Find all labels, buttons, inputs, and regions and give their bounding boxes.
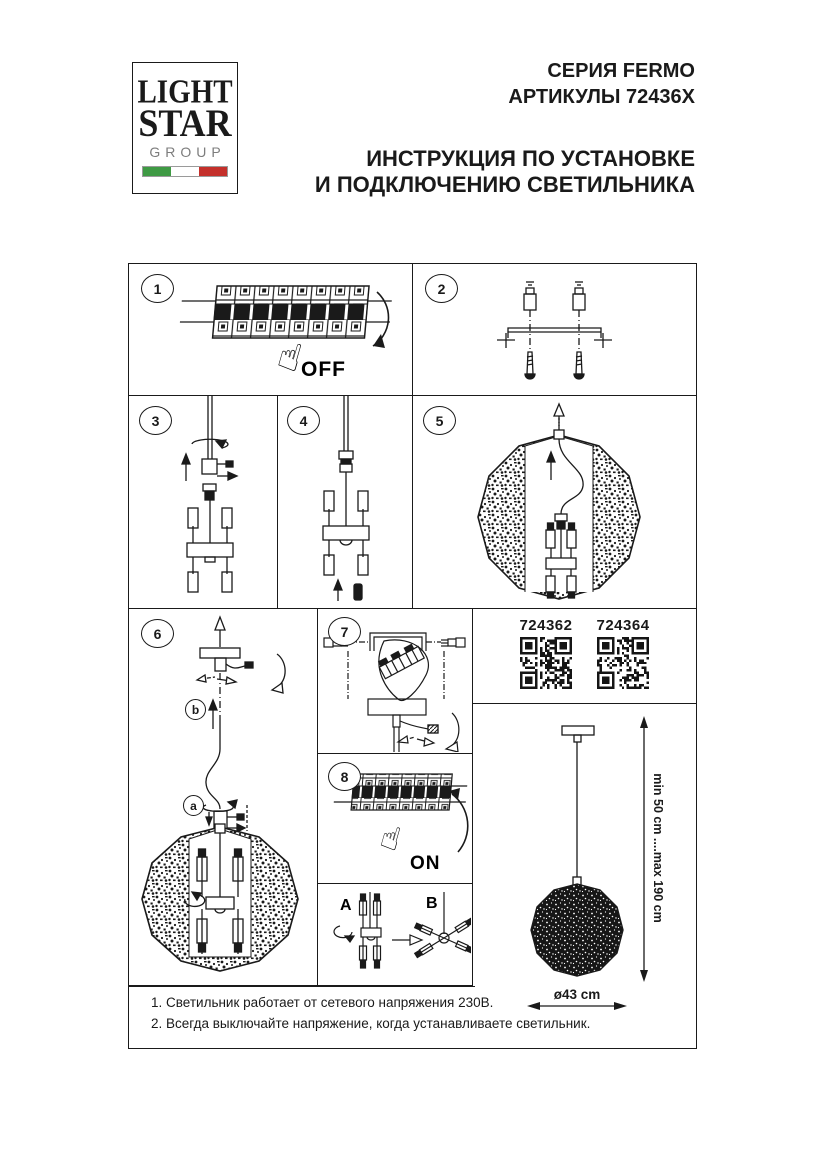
step-4-number: 4 bbox=[287, 406, 320, 435]
step-2-panel bbox=[413, 264, 696, 396]
step-4-panel bbox=[278, 396, 413, 609]
canopy bbox=[562, 726, 594, 735]
qr-right-code: 724364 bbox=[596, 617, 650, 634]
qr-code bbox=[520, 637, 572, 689]
flag-red bbox=[199, 167, 227, 176]
qr-code bbox=[597, 637, 649, 689]
step-7-panel bbox=[318, 609, 473, 754]
canopy bbox=[368, 699, 426, 715]
step-6a-label: a bbox=[183, 795, 204, 816]
wall-anchor-icon bbox=[573, 282, 585, 310]
variant-b-lamp bbox=[414, 892, 471, 958]
rotate-up-arrow bbox=[452, 794, 468, 852]
qr-left-code: 724362 bbox=[519, 617, 573, 634]
mounting-bracket bbox=[370, 633, 426, 651]
detail-bubble bbox=[379, 640, 429, 701]
pendant-ball bbox=[531, 884, 623, 976]
logo-text-light: LIGHT bbox=[137, 73, 233, 111]
diameter-label: ø43 cm bbox=[553, 987, 601, 1002]
step-3-panel bbox=[129, 396, 278, 609]
flag-green bbox=[143, 167, 171, 176]
shade-thread-diagram bbox=[413, 396, 694, 607]
step-6b-label: b bbox=[185, 699, 206, 720]
step-8-number: 8 bbox=[328, 762, 361, 791]
arm-position-diagram bbox=[318, 884, 471, 984]
flag-white bbox=[171, 167, 199, 176]
step-1-panel bbox=[129, 264, 413, 396]
step-6-panel bbox=[129, 609, 318, 986]
page-title bbox=[315, 146, 695, 198]
cable bbox=[206, 715, 220, 809]
off-label: OFF bbox=[301, 358, 346, 381]
pointing-hand-icon: ☝ bbox=[272, 332, 308, 381]
wall-anchor-icon bbox=[524, 282, 536, 310]
step-2-number: 2 bbox=[425, 274, 458, 303]
step-5-panel bbox=[413, 396, 696, 609]
step-3-number: 3 bbox=[139, 406, 172, 435]
lightstar-logo bbox=[132, 62, 238, 194]
series-title: СЕРИЯ FERMO bbox=[547, 60, 695, 82]
diagram-frame bbox=[128, 263, 697, 1049]
step-5-number: 5 bbox=[423, 406, 456, 435]
series-block bbox=[508, 58, 695, 110]
height-range-label: min 50 cm ....max 190 cm bbox=[651, 773, 665, 923]
qr-right bbox=[597, 617, 650, 689]
step-6-number: 6 bbox=[141, 619, 174, 648]
screw-icon bbox=[525, 352, 535, 379]
variant-a-lamp bbox=[360, 892, 382, 968]
variant-ab-panel bbox=[318, 884, 473, 986]
logo-text-group: GROUP bbox=[149, 144, 226, 160]
step-1-number: 1 bbox=[141, 274, 174, 303]
qr-left bbox=[519, 617, 572, 689]
hang-adjust-diagram bbox=[129, 609, 316, 984]
halogen-bulb-icon bbox=[354, 584, 362, 600]
height-dimension bbox=[640, 716, 665, 982]
rotate-icon bbox=[276, 654, 285, 688]
terminal-block-icon bbox=[377, 642, 424, 679]
note-line-1: 1. Светильник работает от сетевого напряжения 230В. bbox=[151, 995, 494, 1010]
variant-a-label: A bbox=[340, 897, 352, 914]
articles-title: АРТИКУЛЫ 72436X bbox=[508, 86, 695, 108]
pointing-hand-icon: ☝ bbox=[376, 816, 406, 859]
title-line-2: И ПОДКЛЮЧЕНИЮ СВЕТИЛЬНИКА bbox=[314, 172, 695, 197]
italian-flag-stripe bbox=[142, 166, 228, 177]
step-7-number: 7 bbox=[328, 617, 361, 646]
note-line-2: 2. Всегда выключайте напряжение, когда устанавливаете светильник. bbox=[151, 1016, 591, 1031]
notes-divider bbox=[129, 986, 475, 987]
mounting-bracket bbox=[497, 328, 612, 348]
logo-text-star: STAR bbox=[138, 101, 232, 145]
step-8-panel bbox=[318, 754, 473, 884]
screw-icon bbox=[426, 638, 465, 647]
qr-panel bbox=[473, 609, 696, 704]
screw-icon bbox=[574, 352, 584, 379]
variant-b-label: B bbox=[426, 895, 438, 912]
title-line-1: ИНСТРУКЦИЯ ПО УСТАНОВКЕ bbox=[366, 146, 695, 171]
safety-notes bbox=[151, 992, 696, 1034]
on-label: ON bbox=[410, 853, 441, 874]
breaker-strip bbox=[179, 286, 394, 338]
ceiling-plate bbox=[200, 648, 240, 658]
